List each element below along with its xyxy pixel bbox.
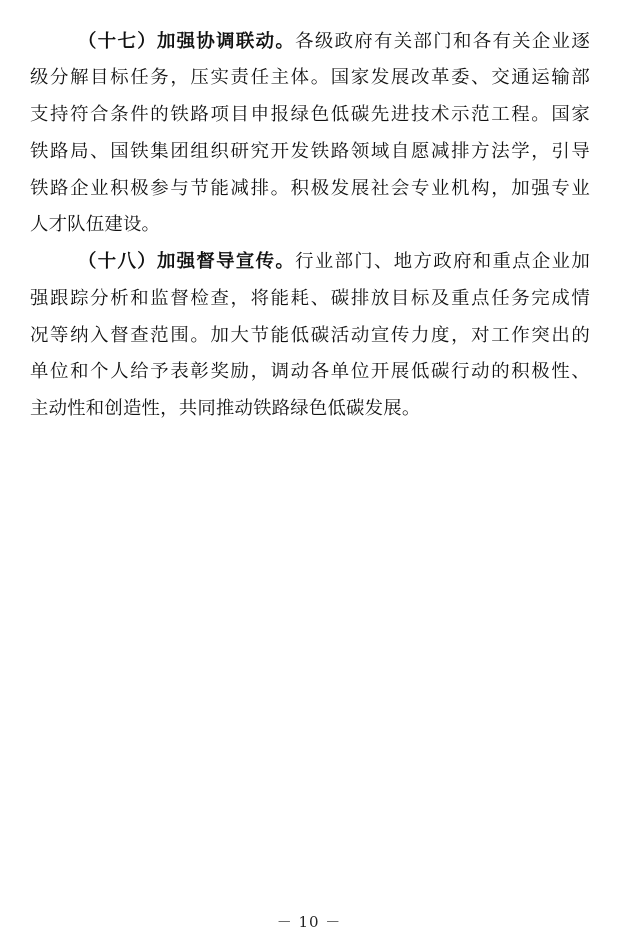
paragraph-line: 人才队伍建设。 (30, 214, 161, 235)
paragraph-line: 单位和个人给予表彰奖励，调动各单位开展低碳行动的积极性、 (30, 361, 590, 382)
paragraph-heading: （十七）加强协调联动。 (78, 31, 296, 52)
paragraph-line: 强跟踪分析和监督检查，将能耗、碳排放目标及重点任务完成情 (30, 288, 590, 309)
paragraph-line: 铁路局、国铁集团组织研究开发铁路领域自愿减排方法学，引导 (30, 141, 590, 162)
paragraph-line (78, 244, 590, 280)
paragraph-text: 各级政府有关部门和各有关企业逐 (295, 31, 590, 52)
paragraph-line: 主动性和创造性，共同推动铁路绿色低碳发展。 (30, 398, 421, 419)
paragraph-line (78, 24, 590, 60)
paragraph-line: 支持符合条件的铁路项目申报绿色低碳先进技术示范工程。国家 (30, 104, 590, 125)
paragraph-heading: （十八）加强督导宣传。 (78, 251, 296, 272)
paragraph-line: 况等纳入督查范围。加大节能低碳活动宣传力度，对工作突出的 (30, 325, 590, 346)
paragraph-line: 级分解目标任务，压实责任主体。国家发展改革委、交通运输部 (30, 67, 590, 88)
page-number: － 10 － (276, 913, 342, 931)
paragraph-line: 铁路企业积极参与节能减排。积极发展社会专业机构，加强专业 (30, 178, 590, 199)
paragraph-text: 行业部门、地方政府和重点企业加 (295, 251, 590, 272)
